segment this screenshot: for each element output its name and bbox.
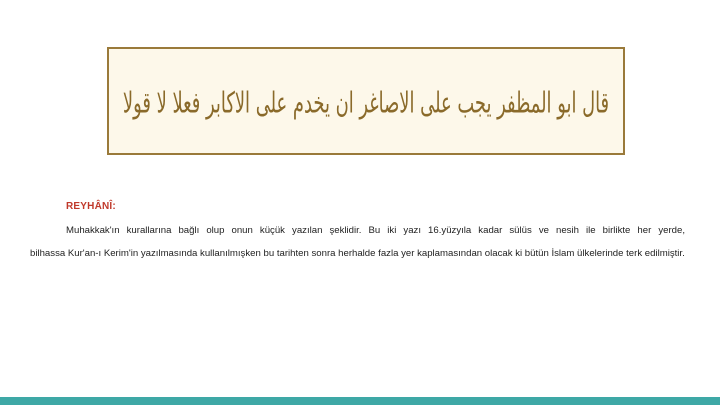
- footer-accent-bar: [0, 397, 720, 405]
- paragraph-continuation: bilhassa Kur'an-ı Kerim'in yazılmasında kullanılmışken bu tarihten sonra herhalde fazla yer kaplamasından olacak ki bütün İslam ülkelerinde terk edilmiştir.: [30, 247, 685, 259]
- section-paragraph: [30, 220, 685, 265]
- calligraphy-artwork: [109, 49, 623, 153]
- section-heading: REYHÂNÎ:: [66, 201, 116, 212]
- calligraphy-image: [107, 47, 625, 155]
- calligraphy-script: قال ابو المظفر يجب على الاصاغر ان يخدم على الاكابر فعلا لا قولا: [122, 85, 610, 120]
- paragraph-line-1: Muhakkak'ın kurallarına bağlı olup onun küçük yazılan şeklidir. Bu iki yazı 16.yüzyıla kadar sülüs ve nesih ile birlikte her yerde,: [66, 225, 685, 236]
